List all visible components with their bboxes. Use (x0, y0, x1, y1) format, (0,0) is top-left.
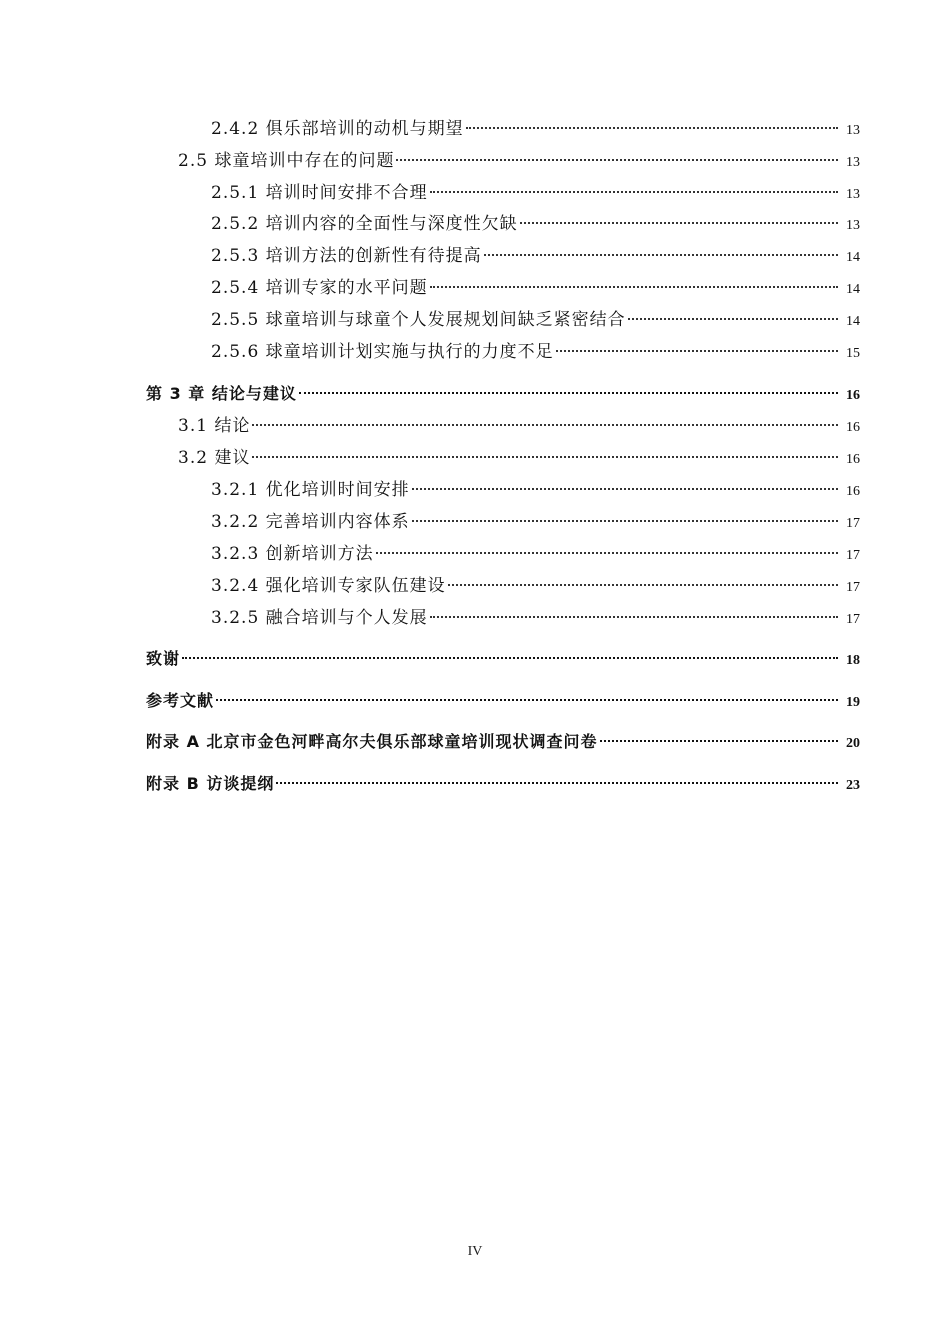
toc-entry[interactable] (0, 382, 860, 406)
toc-dot-leader (396, 159, 838, 161)
toc-entry-number: 2.4.2 (211, 119, 266, 139)
toc-entry-title: 创新培训方法 (265, 544, 374, 564)
toc-entry[interactable] (0, 117, 860, 141)
toc-entry[interactable] (0, 478, 860, 502)
toc-dot-leader (448, 584, 838, 586)
toc-entry-page: 15 (846, 346, 860, 361)
toc-entry-title: 致谢 (146, 649, 181, 668)
toc-entry-number: 3.2.4 (211, 576, 266, 596)
toc-entry[interactable] (0, 149, 860, 173)
toc-entry-number: 第 3 章 (146, 384, 212, 403)
toc-entry-number: 3.2.5 (211, 608, 266, 628)
toc-dot-leader (466, 127, 838, 129)
toc-dot-leader (299, 392, 838, 394)
toc-entry-page: 20 (846, 736, 860, 751)
toc-entry-page: 19 (846, 695, 860, 710)
toc-entry-title: 建议 (214, 448, 251, 468)
toc-entry[interactable] (0, 181, 860, 205)
toc-entry-number: 2.5.3 (211, 246, 266, 266)
toc-entry-page: 14 (846, 250, 860, 265)
toc-entry-number: 3.2.1 (211, 480, 266, 500)
toc-entry[interactable] (0, 647, 860, 671)
toc-entry-page: 14 (846, 314, 860, 329)
toc-entry-page: 13 (846, 218, 860, 233)
toc-entry-page: 16 (846, 452, 860, 467)
toc-dot-leader (182, 657, 838, 659)
toc-dot-leader (628, 318, 838, 320)
page-number-footer: IV (467, 1244, 483, 1259)
toc-entry-title: 球童培训与球童个人发展规划间缺乏紧密结合 (265, 310, 626, 330)
toc-dot-leader (484, 254, 838, 256)
toc-entry-number: 2.5.1 (211, 183, 266, 203)
toc-entry-number: 3.2.2 (211, 512, 266, 532)
toc-dot-leader (556, 350, 838, 352)
toc-entry-title: 结论 (214, 416, 251, 436)
toc-entry-page: 13 (846, 187, 860, 202)
toc-entry-number: 3.2 (178, 448, 215, 468)
toc-dot-leader (252, 424, 838, 426)
toc-entry[interactable] (0, 730, 860, 754)
toc-entry[interactable] (0, 689, 860, 713)
toc-entry-title: 附录 B 访谈提纲 (146, 774, 275, 793)
toc-entry-page: 16 (846, 388, 860, 403)
toc-dot-leader (252, 456, 838, 458)
toc-dot-leader (376, 552, 838, 554)
toc-entry-number: 2.5.4 (211, 278, 266, 298)
toc-entry[interactable] (0, 212, 860, 236)
toc-entry[interactable] (0, 772, 860, 796)
toc-entry[interactable] (0, 574, 860, 598)
toc-dot-leader (412, 488, 838, 490)
toc-dot-leader (430, 286, 838, 288)
toc-entry-title: 优化培训时间安排 (265, 480, 410, 500)
toc-entry-title: 结论与建议 (211, 384, 297, 403)
toc-entry[interactable] (0, 510, 860, 534)
toc-entry-title: 附录 A 北京市金色河畔高尔夫俱乐部球童培训现状调查问卷 (146, 732, 598, 751)
toc-dot-leader (430, 616, 838, 618)
toc-entry[interactable] (0, 606, 860, 630)
toc-entry-number: 2.5 (178, 151, 215, 171)
toc-entry-title: 球童培训计划实施与执行的力度不足 (265, 342, 554, 362)
toc-entry-page: 23 (846, 778, 860, 793)
toc-entry[interactable] (0, 340, 860, 364)
toc-entry-number: 2.5.6 (211, 342, 266, 362)
toc-entry[interactable] (0, 414, 860, 438)
toc-dot-leader (600, 740, 838, 742)
toc-entry-title: 培训时间安排不合理 (265, 183, 428, 203)
toc-entry-number: 3.2.3 (211, 544, 266, 564)
toc-entry-title: 强化培训专家队伍建设 (265, 576, 446, 596)
toc-dot-leader (412, 520, 838, 522)
toc-entry-title: 融合培训与个人发展 (265, 608, 428, 628)
toc-dot-leader (216, 699, 838, 701)
toc-entry-number: 3.1 (178, 416, 215, 436)
toc-entry-title: 培训内容的全面性与深度性欠缺 (265, 214, 518, 234)
toc-entry[interactable] (0, 308, 860, 332)
toc-entry-page: 17 (846, 548, 860, 563)
toc-entry-title: 培训方法的创新性有待提高 (265, 246, 482, 266)
toc-entry-title: 参考文献 (146, 691, 215, 710)
toc-entry-page: 17 (846, 612, 860, 627)
toc-entry-page: 13 (846, 155, 860, 170)
toc-entry[interactable] (0, 276, 860, 300)
toc-entry-title: 球童培训中存在的问题 (214, 151, 395, 171)
toc-entry-page: 17 (846, 516, 860, 531)
toc-entry-page: 16 (846, 420, 860, 435)
toc-entry-page: 16 (846, 484, 860, 499)
toc-entry-page: 18 (846, 653, 860, 668)
toc-entry-title: 俱乐部培训的动机与期望 (265, 119, 464, 139)
toc-entry-number: 2.5.2 (211, 214, 266, 234)
toc-entry-title: 完善培训内容体系 (265, 512, 410, 532)
toc-entry[interactable] (0, 446, 860, 470)
toc-dot-leader (276, 782, 838, 784)
toc-entry-title: 培训专家的水平问题 (265, 278, 428, 298)
toc-entry-page: 17 (846, 580, 860, 595)
toc-entry-page: 14 (846, 282, 860, 297)
toc-entry[interactable] (0, 244, 860, 268)
toc-entry-number: 2.5.5 (211, 310, 266, 330)
toc-dot-leader (520, 222, 838, 224)
toc-entry[interactable] (0, 542, 860, 566)
toc-entry-page: 13 (846, 123, 860, 138)
toc-dot-leader (430, 191, 838, 193)
